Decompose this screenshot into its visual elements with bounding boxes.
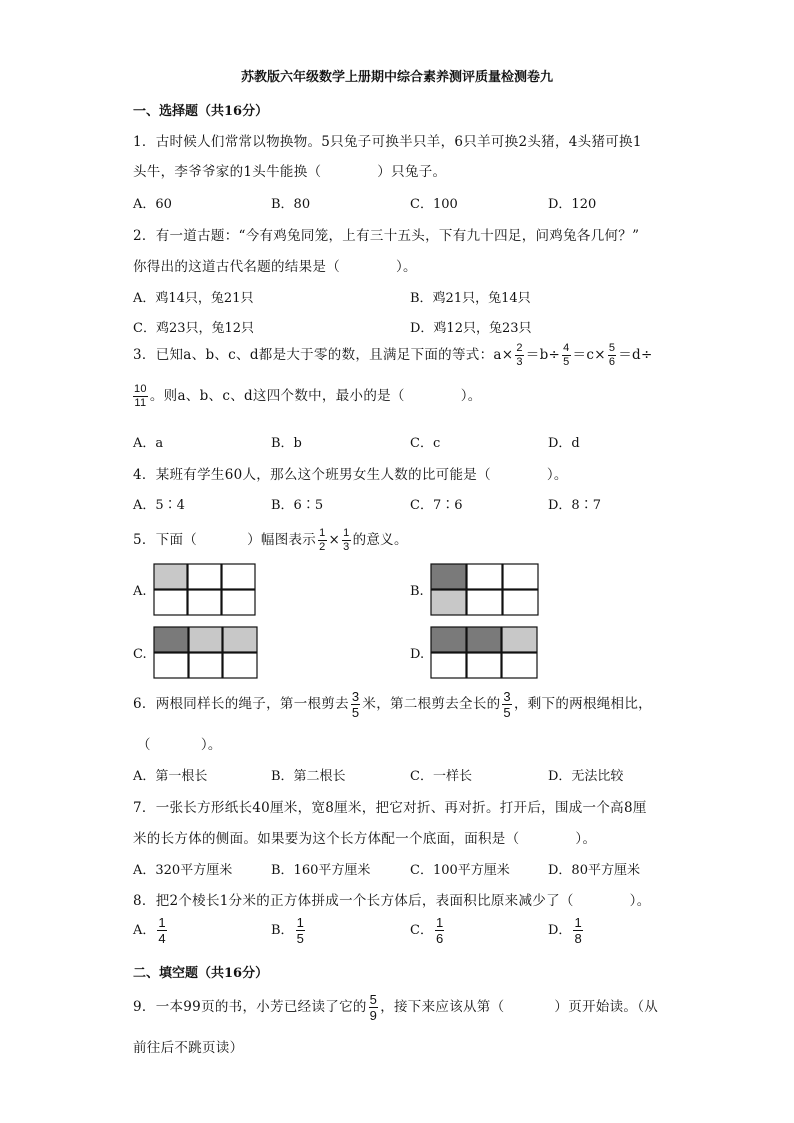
q8-option-b[interactable] bbox=[271, 916, 307, 945]
denominator: 3 bbox=[516, 356, 523, 368]
q5-option-b-label[interactable]: B. bbox=[410, 584, 424, 599]
fraction bbox=[351, 690, 361, 719]
q5-text-b: ）幅图表示 bbox=[247, 532, 317, 548]
fraction bbox=[608, 343, 616, 368]
q5-option-c-grid[interactable] bbox=[153, 626, 258, 679]
numerator: 1 bbox=[296, 915, 304, 930]
q6-line1 bbox=[133, 690, 652, 719]
q5-text-a: 5．下面（ bbox=[133, 532, 198, 548]
q1-option-a[interactable]: A．60 bbox=[133, 197, 172, 212]
q2-text-b: ）。 bbox=[396, 259, 417, 275]
q6-line2 bbox=[137, 733, 222, 753]
q1-line2 bbox=[133, 160, 446, 180]
q6-text-d: （ bbox=[137, 737, 151, 753]
q9-text-c: ）页开始读。（从 bbox=[554, 999, 659, 1015]
q5-option-a-label[interactable]: A. bbox=[133, 584, 147, 599]
cell bbox=[189, 627, 222, 652]
q7-option-c[interactable]: C．100平方厘米 bbox=[410, 863, 510, 878]
fraction bbox=[435, 916, 444, 945]
q3-line1 bbox=[133, 343, 653, 368]
denominator: 3 bbox=[343, 541, 350, 553]
fraction bbox=[369, 993, 379, 1022]
cell bbox=[467, 627, 501, 652]
cell bbox=[222, 564, 255, 589]
q6-option-b[interactable]: B．第二根长 bbox=[271, 769, 346, 784]
denominator: 9 bbox=[369, 1008, 378, 1023]
q3-operator: ＝c× bbox=[572, 347, 606, 363]
q4-line1 bbox=[133, 463, 568, 483]
q4-text-a: 4．某班有学生60人，那么这个班男女生人数的比可能是（ bbox=[133, 467, 491, 483]
q1-text-a: 头牛，李爷爷家的1头牛能换（ bbox=[133, 164, 322, 180]
q6-option-d[interactable]: D．无法比较 bbox=[548, 769, 624, 784]
cell bbox=[189, 653, 222, 678]
denominator: 5 bbox=[563, 356, 570, 368]
q8-text-b: ）。 bbox=[629, 893, 651, 909]
cell bbox=[154, 653, 188, 678]
q6-option-c[interactable]: C．一样长 bbox=[410, 769, 472, 784]
numerator: 10 bbox=[134, 383, 147, 395]
fraction bbox=[296, 916, 305, 945]
fraction bbox=[342, 528, 350, 553]
section-heading-1: 一、选择题（共16分） bbox=[133, 104, 269, 119]
q3-operator: ＝d÷ bbox=[618, 347, 653, 363]
q4-option-d[interactable]: D．8∶7 bbox=[548, 498, 601, 513]
q9-text-b: ，接下来应该从第（ bbox=[380, 999, 505, 1015]
denominator: 8 bbox=[574, 931, 582, 946]
cell bbox=[223, 627, 257, 652]
q3-option-c[interactable]: C．c bbox=[410, 436, 441, 451]
q2-option-a[interactable]: A．鸡14只，兔21只 bbox=[133, 291, 254, 306]
q2-option-d[interactable]: D．鸡12只，兔23只 bbox=[410, 321, 532, 336]
q5-line1 bbox=[133, 528, 408, 553]
denominator: 4 bbox=[158, 931, 166, 946]
q3-text-a: 3．已知a、b、c、d都是大于零的数，且满足下面的等式：a× bbox=[133, 347, 514, 363]
q2-option-b[interactable]: B．鸡21只，兔14只 bbox=[410, 291, 531, 306]
cell bbox=[431, 653, 466, 678]
section-heading-2: 二、填空题（共16分） bbox=[133, 966, 269, 981]
q6-text-e: ）。 bbox=[200, 737, 222, 753]
cell bbox=[188, 564, 221, 589]
cell bbox=[502, 653, 537, 678]
fraction bbox=[502, 690, 512, 719]
numerator: 3 bbox=[503, 689, 511, 704]
numerator: 1 bbox=[319, 527, 326, 539]
denominator: 2 bbox=[319, 541, 326, 553]
denominator: 5 bbox=[296, 931, 304, 946]
q2-option-c[interactable]: C．鸡23只，兔12只 bbox=[133, 321, 255, 336]
denominator: 5 bbox=[503, 705, 511, 720]
numerator: 1 bbox=[574, 915, 582, 930]
q4-option-a[interactable]: A．5∶4 bbox=[133, 498, 185, 513]
option-label: B． bbox=[271, 923, 294, 938]
option-label: C． bbox=[410, 923, 433, 938]
q5-option-d-label[interactable]: D. bbox=[410, 647, 425, 662]
q5-option-a-grid[interactable] bbox=[153, 563, 256, 616]
cell bbox=[154, 590, 187, 615]
cell bbox=[502, 627, 537, 652]
q4-option-b[interactable]: B．6∶5 bbox=[271, 498, 324, 513]
q3-operator: ＝b÷ bbox=[525, 347, 561, 363]
q7-line1: 7．一张长方形纸长40厘米，宽8厘米，把它对折、再对折。打开后，围成一个高8厘 bbox=[133, 800, 647, 816]
q3-text-c: ）。 bbox=[460, 388, 482, 404]
q4-text-b: ）。 bbox=[546, 467, 568, 483]
numerator: 5 bbox=[608, 342, 616, 354]
denominator: 11 bbox=[134, 397, 147, 409]
q3-option-b[interactable]: B．b bbox=[271, 436, 302, 451]
q9-line1 bbox=[133, 993, 658, 1022]
q2-text-a: 你得出的这道古代名题的结果是（ bbox=[133, 259, 340, 275]
q1-text-b: ）只兔子。 bbox=[377, 164, 447, 180]
q7-line2 bbox=[133, 827, 596, 847]
q4-option-c[interactable]: C．7∶6 bbox=[410, 498, 463, 513]
cell bbox=[222, 590, 255, 615]
q7-option-b[interactable]: B．160平方厘米 bbox=[271, 863, 371, 878]
q3-option-a[interactable]: A．a bbox=[133, 436, 164, 451]
denominator: 6 bbox=[608, 356, 616, 368]
cell bbox=[154, 627, 188, 652]
numerator: 1 bbox=[343, 527, 350, 539]
numerator: 1 bbox=[158, 915, 166, 930]
q8-text-a: 8．把2个棱长1分米的正方体拼成一个长方体后，表面积比原来减少了（ bbox=[133, 893, 574, 909]
cell bbox=[154, 564, 187, 589]
numerator: 1 bbox=[435, 915, 444, 930]
fraction bbox=[562, 343, 570, 368]
cell bbox=[467, 564, 502, 589]
cell bbox=[431, 590, 466, 615]
q1-line1: 1．古时候人们常常以物换物。5只兔子可换半只羊，6只羊可换2头猪，4头猪可换1 bbox=[133, 134, 642, 150]
cell bbox=[503, 590, 538, 615]
q6-text-a: 6．两根同样长的绳子，第一根剪去 bbox=[133, 696, 349, 712]
cell bbox=[188, 590, 221, 615]
numerator: 5 bbox=[369, 992, 378, 1007]
option-label: A． bbox=[133, 923, 156, 938]
q8-option-c[interactable] bbox=[410, 916, 446, 945]
q2-line2 bbox=[133, 255, 417, 275]
q7-option-a[interactable]: A．320平方厘米 bbox=[133, 863, 233, 878]
q3-text-b: 。则a、b、c、d这四个数中，最小的是（ bbox=[149, 388, 405, 404]
q9-line2: 前往后不跳页读） bbox=[133, 1040, 244, 1056]
cell bbox=[223, 653, 257, 678]
q7-text-a: 米的长方体的侧面。如果要为这个长方体配一个底面，面积是（ bbox=[133, 831, 520, 847]
q3-line2 bbox=[133, 384, 482, 409]
q1-option-c[interactable]: C．100 bbox=[410, 197, 458, 212]
cell bbox=[503, 564, 538, 589]
q1-option-d[interactable]: D．120 bbox=[548, 197, 597, 212]
denominator: 6 bbox=[435, 931, 444, 946]
fraction bbox=[318, 528, 326, 553]
denominator: 5 bbox=[351, 705, 360, 720]
q5-option-b-grid[interactable] bbox=[430, 563, 539, 616]
q7-option-d[interactable]: D．80平方厘米 bbox=[548, 863, 640, 878]
q3-option-d[interactable]: D．d bbox=[548, 436, 580, 451]
times-sign: × bbox=[328, 532, 341, 548]
q8-line1 bbox=[133, 889, 651, 909]
page-title: 苏教版六年级数学上册期中综合素养测评质量检测卷九 bbox=[240, 70, 553, 85]
q2-line1: 2．有一道古题：“今有鸡兔同笼，上有三十五头，下有九十四足，问鸡兔各几何？” bbox=[133, 228, 640, 244]
q7-text-b: ）。 bbox=[575, 831, 597, 847]
fraction bbox=[133, 384, 148, 409]
q9-text-a: 9．一本99页的书，小芳已经读了它的 bbox=[133, 999, 367, 1015]
numerator: 4 bbox=[563, 342, 570, 354]
q5-option-d-grid[interactable] bbox=[430, 626, 538, 679]
q5-option-c-label[interactable]: C. bbox=[133, 647, 147, 662]
q6-text-b: 米，第二根剪去全长的 bbox=[362, 696, 501, 712]
fraction bbox=[157, 916, 166, 945]
q8-option-a[interactable] bbox=[133, 916, 169, 945]
cell bbox=[431, 627, 466, 652]
cell bbox=[467, 653, 501, 678]
numerator: 2 bbox=[516, 342, 523, 354]
q5-text-c: 的意义。 bbox=[352, 532, 408, 548]
q6-option-a[interactable]: A．第一根长 bbox=[133, 769, 208, 784]
q6-text-c: ，剩下的两根绳相比， bbox=[513, 696, 652, 712]
fraction bbox=[573, 916, 582, 945]
cell bbox=[467, 590, 502, 615]
option-label: D． bbox=[548, 923, 572, 938]
fraction bbox=[515, 343, 523, 368]
numerator: 3 bbox=[351, 689, 360, 704]
q1-option-b[interactable]: B．80 bbox=[271, 197, 311, 212]
cell bbox=[431, 564, 466, 589]
q8-option-d[interactable] bbox=[548, 916, 585, 945]
